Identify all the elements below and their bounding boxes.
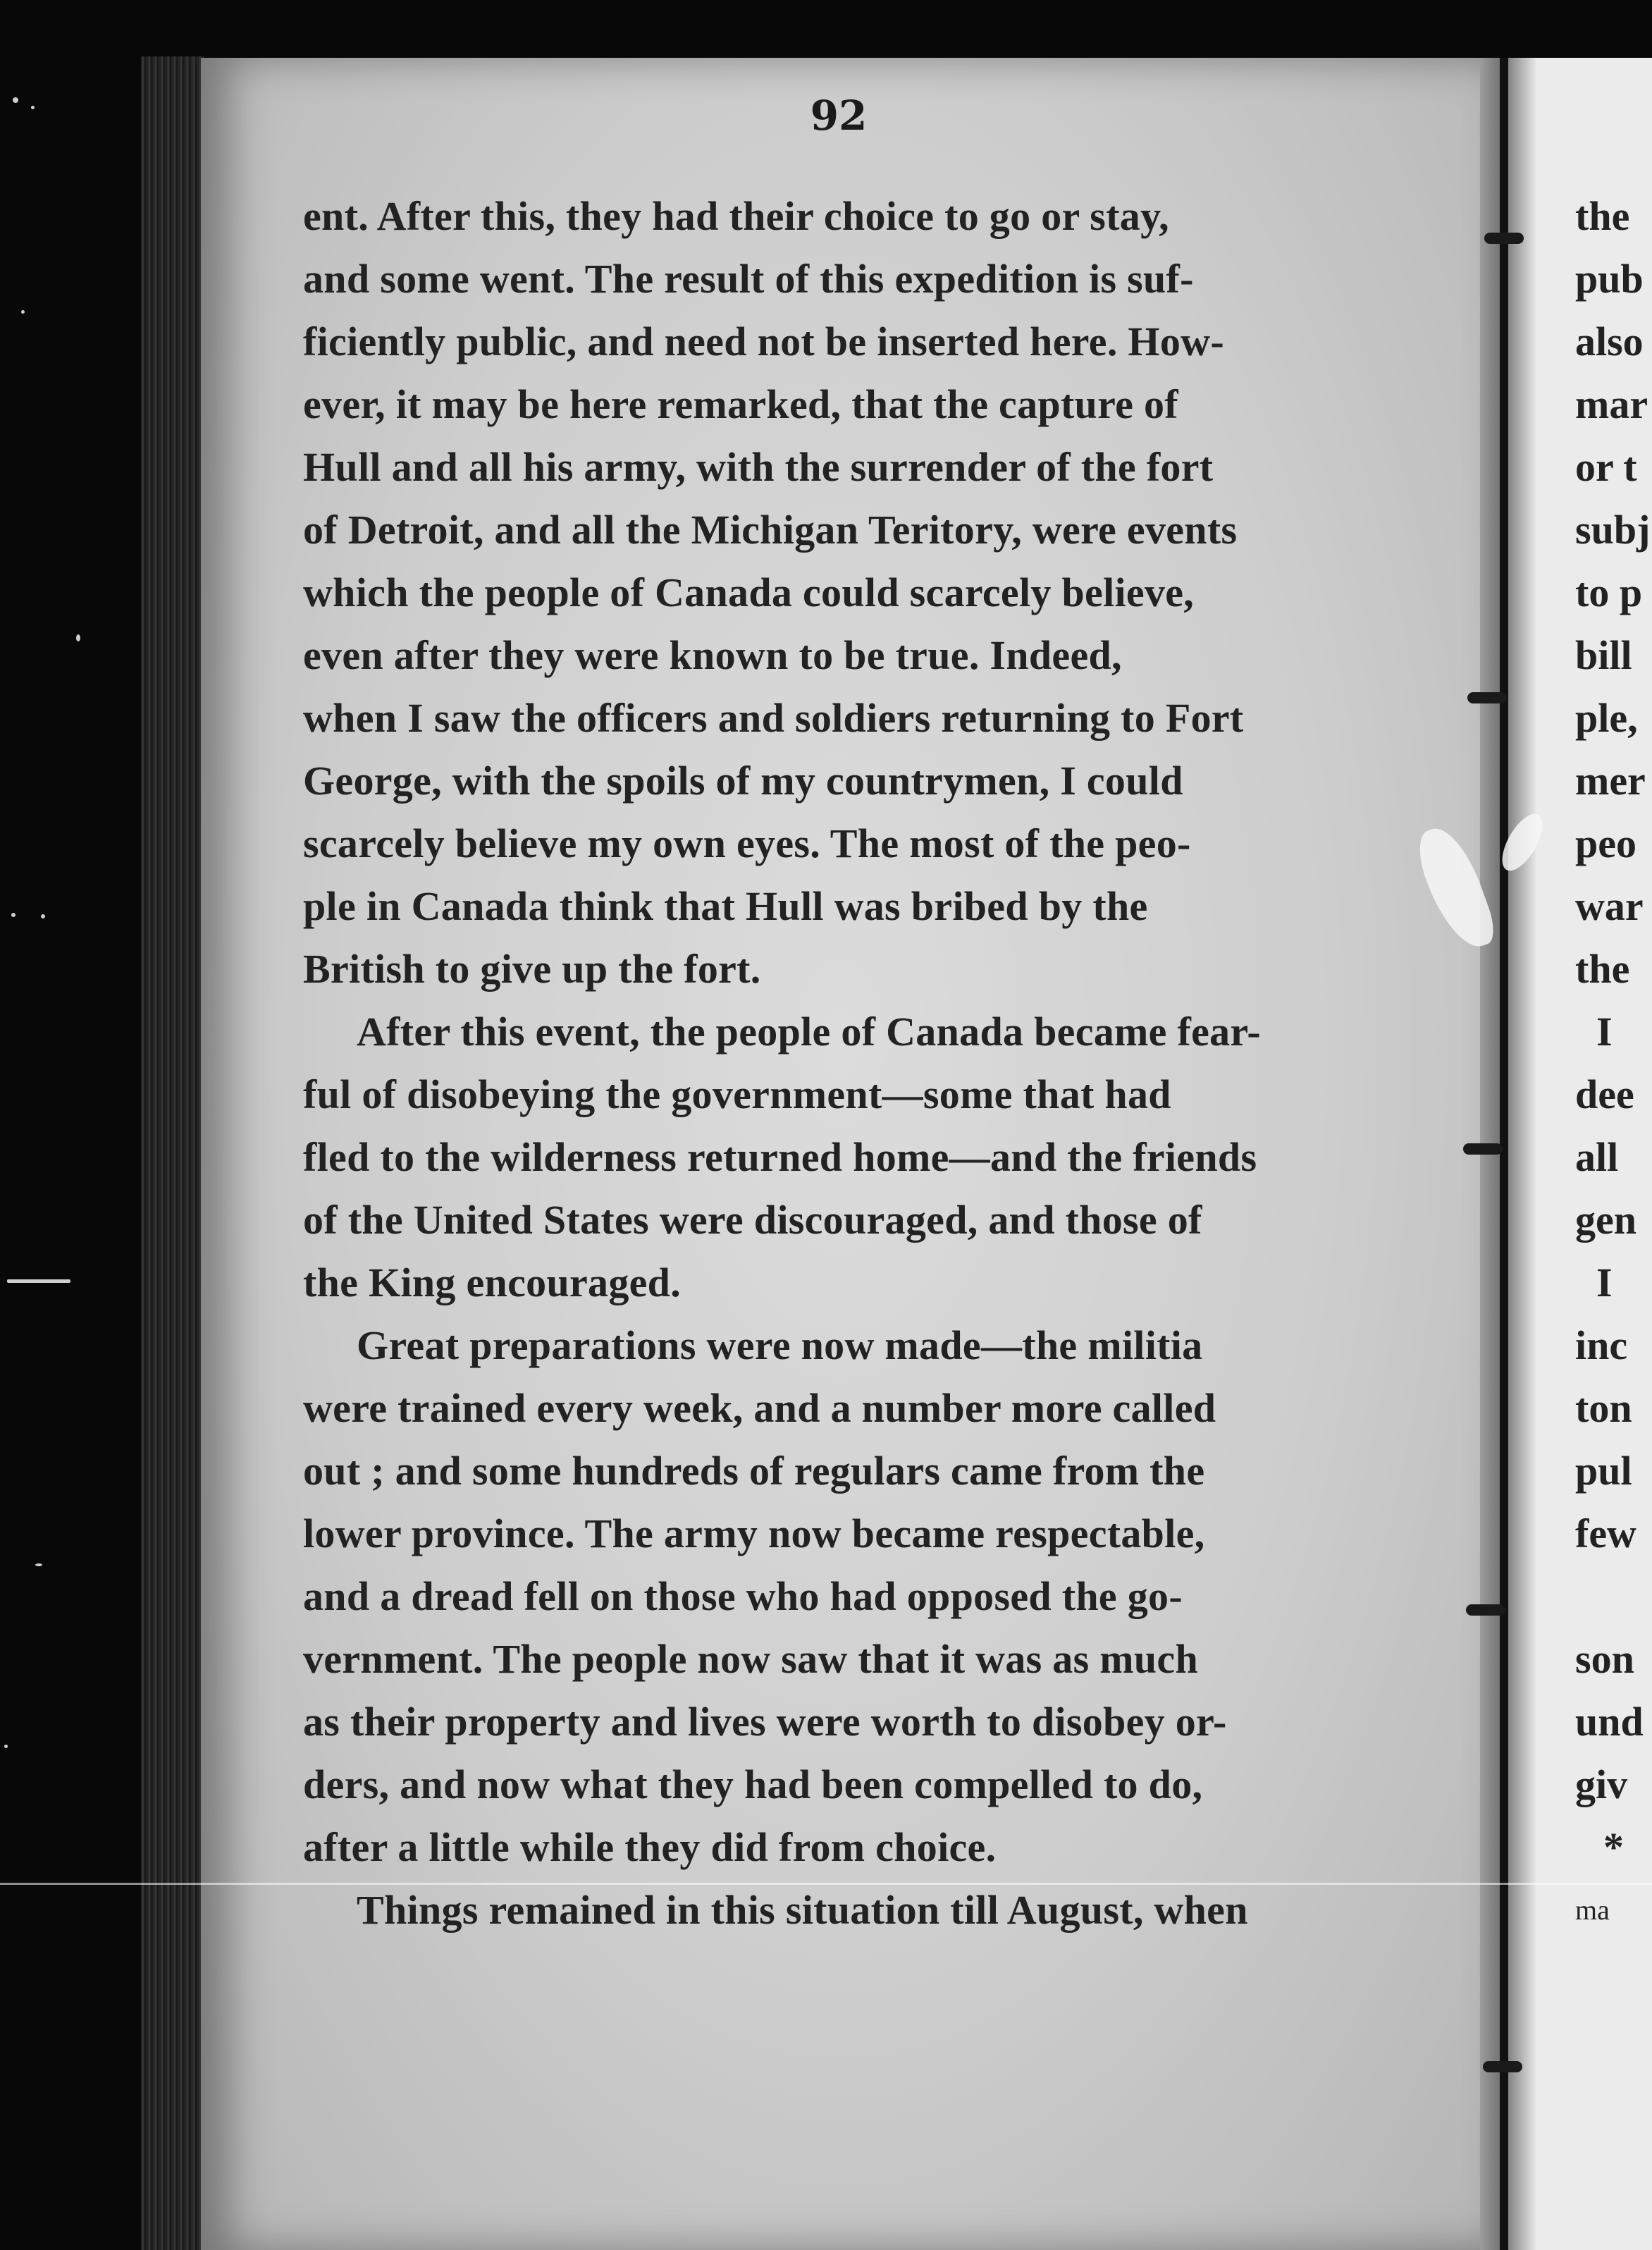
text-line: ever, it may be here remarked, that the capture of — [303, 381, 1178, 427]
text-line: as their property and lives were worth to disobey or- — [303, 1699, 1227, 1745]
dust-speck — [4, 1745, 8, 1748]
binding-stitch — [1463, 1143, 1503, 1155]
text-line: the King encouraged. — [303, 1260, 682, 1305]
facing-page-text — [1575, 185, 1652, 1941]
facing-footnote: ma — [1575, 1894, 1610, 1926]
binding-stitch — [1466, 1604, 1505, 1616]
facing-line: son — [1575, 1636, 1634, 1682]
text-line: ent. After this, they had their choice to go or stay, — [303, 193, 1169, 239]
text-line: British to give up the fort. — [303, 946, 761, 992]
dust-speck — [11, 913, 16, 917]
text-line: which the people of Canada could scarcely believe, — [303, 570, 1195, 615]
facing-line: giv — [1575, 1762, 1628, 1807]
dust-speck — [13, 97, 18, 103]
facing-line: I — [1596, 1260, 1613, 1305]
facing-line: subj — [1575, 507, 1651, 553]
text-line: ficiently public, and need not be inserted here. How- — [303, 319, 1224, 364]
page-number: 92 — [810, 92, 868, 140]
facing-line — [1575, 1565, 1652, 1628]
facing-line: ple, — [1575, 695, 1638, 741]
text-line: vernment. The people now saw that it was as much — [303, 1636, 1199, 1682]
binding-stitch — [1467, 692, 1507, 703]
text-line: even after they were known to be true. Indeed, — [303, 632, 1122, 678]
facing-footnote-mark: * — [1603, 1824, 1624, 1870]
dust-speck — [31, 106, 35, 109]
facing-line: all — [1575, 1134, 1619, 1180]
text-line: lower province. The army now became respectable, — [303, 1511, 1205, 1556]
page-body-text — [303, 185, 1397, 1941]
facing-line: gen — [1575, 1197, 1636, 1243]
facing-line: the — [1575, 193, 1630, 239]
dust-speck — [35, 1563, 42, 1566]
scanner-artifact-line — [0, 1883, 1652, 1885]
page-stack-edge — [141, 56, 204, 2250]
facing-line: inc — [1575, 1322, 1628, 1368]
text-line: fled to the wilderness returned home—and the friends — [303, 1134, 1257, 1180]
dust-speck — [76, 634, 80, 641]
text-line: George, with the spoils of my countrymen, I could — [303, 758, 1183, 804]
dust-speck — [7, 1279, 70, 1283]
text-line: of Detroit, and all the Michigan Teritory, were events — [303, 507, 1238, 553]
facing-line: I — [1596, 1009, 1613, 1055]
text-line: and a dread fell on those who had opposed the go- — [303, 1573, 1183, 1619]
text-line: out ; and some hundreds of regulars came from the — [303, 1448, 1205, 1494]
text-line: ders, and now what they had been compelled to do, — [303, 1762, 1203, 1807]
binding-stitch — [1483, 2061, 1522, 2072]
facing-line: pub — [1575, 256, 1644, 302]
facing-line: pul — [1575, 1448, 1632, 1494]
text-line: ful of disobeying the government—some that had — [303, 1071, 1171, 1117]
facing-line: mar — [1575, 381, 1648, 427]
text-line: when I saw the officers and soldiers returning to Fort — [303, 695, 1244, 741]
text-line: and some went. The result of this expedition is suf- — [303, 256, 1194, 302]
facing-line: dee — [1575, 1071, 1634, 1117]
text-line: scarcely believe my own eyes. The most of the peo- — [303, 820, 1191, 866]
facing-line: peo — [1575, 820, 1636, 866]
text-line: Great preparations were now made—the militia — [357, 1322, 1203, 1368]
text-line: Hull and all his army, with the surrender of the fort — [303, 444, 1214, 490]
binding-thread — [1500, 58, 1508, 2250]
facing-line: also — [1575, 319, 1644, 364]
binding-stitch — [1484, 233, 1524, 244]
text-line: After this event, the people of Canada became fear- — [357, 1009, 1261, 1055]
facing-line: bill — [1575, 632, 1632, 678]
text-line: after a little while they did from choice. — [303, 1824, 997, 1870]
facing-line: to p — [1575, 570, 1643, 615]
facing-line: or t — [1575, 444, 1637, 490]
facing-line: war — [1575, 883, 1644, 929]
text-line: were trained every week, and a number more called — [303, 1385, 1216, 1431]
facing-line: the — [1575, 946, 1630, 992]
facing-line: ton — [1575, 1385, 1632, 1431]
dust-speck — [21, 310, 25, 314]
facing-line: few — [1575, 1511, 1636, 1556]
text-line: ple in Canada think that Hull was bribed by the — [303, 883, 1148, 929]
text-line: of the United States were discouraged, and those of — [303, 1197, 1202, 1243]
facing-line: und — [1575, 1699, 1644, 1745]
text-line: Things remained in this situation till August, when — [357, 1887, 1248, 1933]
facing-line: mer — [1575, 758, 1646, 804]
dust-speck — [41, 914, 45, 918]
